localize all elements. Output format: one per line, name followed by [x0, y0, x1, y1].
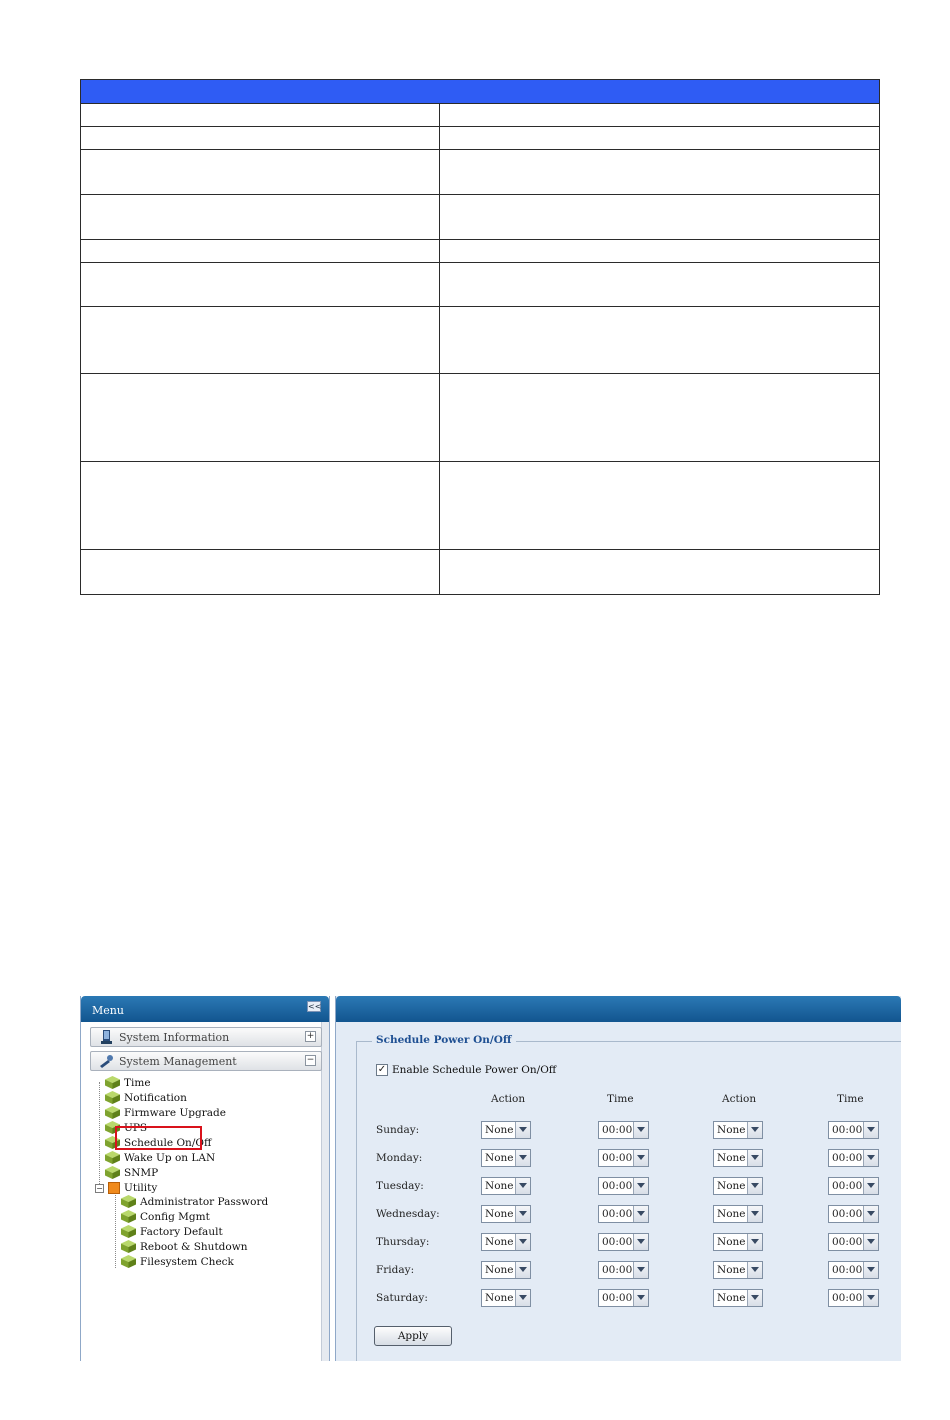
system-information-panel[interactable] [90, 1027, 322, 1047]
select-value: None [717, 1180, 746, 1192]
day-label: Sunday: [376, 1124, 420, 1136]
chevron-down-icon[interactable] [633, 1150, 648, 1166]
action-select[interactable] [713, 1121, 763, 1139]
select-value: None [717, 1124, 746, 1136]
chevron-down-icon[interactable] [747, 1178, 762, 1194]
action-select[interactable] [481, 1289, 531, 1307]
chevron-down-icon[interactable] [633, 1234, 648, 1250]
action-select[interactable] [713, 1289, 763, 1307]
chevron-down-icon[interactable] [515, 1122, 530, 1138]
time-select[interactable] [828, 1261, 879, 1279]
time-select[interactable] [828, 1177, 879, 1195]
wrench-icon [99, 1054, 113, 1068]
select-value: 00:00 [602, 1264, 633, 1276]
time-select[interactable] [598, 1205, 649, 1223]
column-header-action: Action [722, 1093, 757, 1105]
cube-icon [121, 1225, 136, 1238]
table-row [81, 307, 880, 374]
table-row [81, 127, 880, 150]
table-row [81, 195, 880, 240]
select-value: None [717, 1236, 746, 1248]
table-row [81, 104, 880, 127]
utility-collapse-icon[interactable]: − [96, 1184, 103, 1193]
action-select[interactable] [481, 1205, 531, 1223]
day-label: Friday: [376, 1264, 415, 1276]
action-select[interactable] [481, 1149, 531, 1167]
action-select[interactable] [713, 1261, 763, 1279]
system-management-label: System Management [119, 1055, 237, 1068]
cube-icon [105, 1106, 120, 1119]
chevron-down-icon[interactable] [863, 1234, 878, 1250]
select-value: 00:00 [832, 1208, 863, 1220]
select-value: None [485, 1152, 514, 1164]
tree-line [99, 1082, 100, 1188]
tree-line [115, 1192, 116, 1268]
time-select[interactable] [828, 1121, 879, 1139]
tree-item-label: Factory Default [140, 1226, 223, 1238]
tree-item-label: Administrator Password [140, 1196, 269, 1208]
tree-item-label: UPS [124, 1122, 148, 1134]
chevron-down-icon[interactable] [633, 1290, 648, 1306]
action-select[interactable] [481, 1121, 531, 1139]
select-value: None [717, 1208, 746, 1220]
select-value: None [485, 1208, 514, 1220]
chevron-down-icon[interactable] [515, 1262, 530, 1278]
select-value: 00:00 [832, 1292, 863, 1304]
ui-screenshot [80, 996, 901, 1361]
chevron-down-icon[interactable] [863, 1122, 878, 1138]
action-select[interactable] [481, 1177, 531, 1195]
system-management-panel[interactable] [90, 1051, 322, 1071]
chevron-down-icon[interactable] [863, 1206, 878, 1222]
chevron-down-icon[interactable] [863, 1290, 878, 1306]
chevron-down-icon[interactable] [515, 1150, 530, 1166]
chevron-down-icon[interactable] [747, 1290, 762, 1306]
select-value: 00:00 [832, 1264, 863, 1276]
time-select[interactable] [598, 1261, 649, 1279]
chevron-down-icon[interactable] [633, 1122, 648, 1138]
select-value: 00:00 [832, 1236, 863, 1248]
chevron-down-icon[interactable] [515, 1206, 530, 1222]
tree-item-label: Filesystem Check [140, 1256, 234, 1268]
tree-item-label: Firmware Upgrade [124, 1107, 226, 1119]
chevron-down-icon[interactable] [747, 1150, 762, 1166]
time-select[interactable] [598, 1289, 649, 1307]
action-select[interactable] [713, 1233, 763, 1251]
select-value: 00:00 [602, 1292, 633, 1304]
table-row [81, 263, 880, 307]
day-label: Monday: [376, 1152, 423, 1164]
chevron-down-icon[interactable] [633, 1206, 648, 1222]
menu-scrollbar[interactable] [321, 1022, 329, 1361]
action-select[interactable] [713, 1205, 763, 1223]
time-select[interactable] [598, 1233, 649, 1251]
cube-icon [121, 1255, 136, 1268]
day-label: Thursday: [376, 1236, 430, 1248]
select-value: None [485, 1236, 514, 1248]
collapse-icon[interactable]: − [306, 1055, 315, 1065]
chevron-down-icon[interactable] [633, 1262, 648, 1278]
select-value: None [485, 1292, 514, 1304]
chevron-down-icon[interactable] [633, 1178, 648, 1194]
tree-item-label: Time [124, 1077, 151, 1089]
day-label: Tuesday: [376, 1180, 424, 1192]
chevron-down-icon[interactable] [747, 1234, 762, 1250]
table-row [81, 462, 880, 550]
document-table [80, 79, 880, 595]
chevron-down-icon[interactable] [515, 1178, 530, 1194]
day-label: Saturday: [376, 1292, 428, 1304]
tree-item-label: Wake Up on LAN [124, 1152, 216, 1164]
chevron-down-icon[interactable] [747, 1262, 762, 1278]
action-select[interactable] [713, 1149, 763, 1167]
menu-title: Menu [92, 1004, 124, 1017]
enable-schedule-checkbox[interactable]: ✓ [377, 1064, 387, 1075]
column-header-time: Time [837, 1093, 864, 1105]
expand-icon[interactable]: + [306, 1031, 315, 1041]
collapse-menu-button[interactable]: << [308, 1002, 322, 1011]
select-value: None [485, 1124, 514, 1136]
tree-item-label: SNMP [124, 1167, 159, 1179]
table-header-bar [81, 80, 880, 104]
tree-item-label: Notification [124, 1092, 187, 1104]
select-value: 00:00 [602, 1152, 633, 1164]
select-value: None [485, 1180, 514, 1192]
chevron-down-icon[interactable] [863, 1178, 878, 1194]
cube-icon [121, 1210, 136, 1223]
select-value: None [717, 1152, 746, 1164]
chevron-down-icon[interactable] [515, 1290, 530, 1306]
schedule-legend: Schedule Power On/Off [372, 1034, 516, 1046]
select-value: 00:00 [602, 1124, 633, 1136]
action-select[interactable] [713, 1177, 763, 1195]
chevron-down-icon[interactable] [863, 1262, 878, 1278]
select-value: 00:00 [602, 1180, 633, 1192]
chevron-down-icon[interactable] [747, 1206, 762, 1222]
tree-item-label: Config Mgmt [140, 1211, 210, 1223]
table-row [81, 550, 880, 595]
main-panel-header [336, 996, 901, 1022]
apply-button[interactable]: Apply [374, 1326, 452, 1346]
table-row [81, 240, 880, 263]
schedule-fieldset [356, 1041, 901, 1361]
chevron-down-icon[interactable] [747, 1122, 762, 1138]
action-select[interactable] [481, 1233, 531, 1251]
cube-icon [121, 1240, 136, 1253]
time-select[interactable] [828, 1289, 879, 1307]
select-value: None [485, 1264, 514, 1276]
table-row [81, 374, 880, 462]
tree-item-label: Schedule On/Off [124, 1137, 212, 1149]
cube-icon [105, 1091, 120, 1104]
enable-schedule-label: Enable Schedule Power On/Off [392, 1064, 557, 1076]
select-value: 00:00 [832, 1180, 863, 1192]
time-select[interactable] [828, 1233, 879, 1251]
highlight-box [115, 1126, 202, 1150]
main-panel [335, 996, 901, 1361]
time-select[interactable] [598, 1149, 649, 1167]
select-value: None [717, 1264, 746, 1276]
select-value: 00:00 [832, 1152, 863, 1164]
tree-item-label: Utility [124, 1182, 158, 1194]
system-information-label: System Information [119, 1031, 230, 1044]
table-row [81, 150, 880, 195]
folder-icon [108, 1182, 120, 1194]
action-select[interactable] [481, 1261, 531, 1279]
time-select[interactable] [828, 1149, 879, 1167]
chevron-down-icon[interactable] [515, 1234, 530, 1250]
time-select[interactable] [598, 1177, 649, 1195]
cube-icon [105, 1076, 120, 1089]
day-label: Wednesday: [376, 1208, 440, 1220]
chevron-down-icon[interactable] [863, 1150, 878, 1166]
menu-panel [80, 996, 330, 1361]
cube-icon [105, 1166, 120, 1179]
cube-icon [121, 1195, 136, 1208]
column-header-time: Time [607, 1093, 634, 1105]
time-select[interactable] [828, 1205, 879, 1223]
select-value: None [717, 1292, 746, 1304]
column-header-action: Action [491, 1093, 526, 1105]
menu-header [81, 996, 329, 1022]
select-value: 00:00 [602, 1236, 633, 1248]
select-value: 00:00 [602, 1208, 633, 1220]
cube-icon [105, 1151, 120, 1164]
monitor-icon [99, 1030, 113, 1044]
tree-item-label: Reboot & Shutdown [140, 1241, 248, 1253]
select-value: 00:00 [832, 1124, 863, 1136]
time-select[interactable] [598, 1121, 649, 1139]
